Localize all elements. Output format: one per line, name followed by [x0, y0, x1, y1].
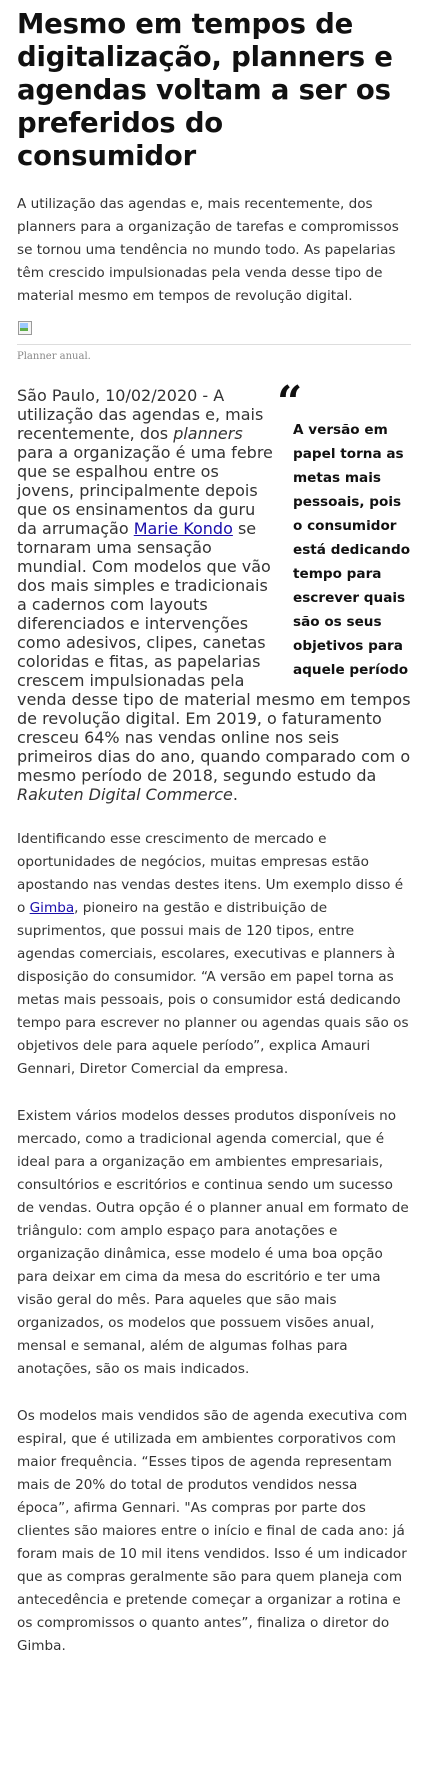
quote-mark-icon: “	[277, 377, 303, 428]
article-lead: A utilização das agendas e, mais recentemente, dos planners para a organização de tarefas e compromissos se tornou uma tendência no mundo todo. As papelarias têm crescido impulsionadas pela venda desse tipo de material mesmo em tempos de revolução digital.	[17, 196, 399, 304]
paragraph-1-text-d: .	[232, 785, 238, 804]
image-caption: Planner anual.	[17, 351, 91, 362]
paragraph-4: Os modelos mais vendidos são de agenda executiva com espiral, que é utilizada em ambientes corporativos com maior frequência. “Esses tipos de agenda representam mais de 20% do total de produtos vendidos nessa época”, afirma Gennari. "As compras por parte dos clientes são maiores entre o início e final de cada ano: já foram mais de 10 mil itens vendidos. Isso é um indicador que as compras geralmente são para quem planeja com antecedência e pretende começar a organizar a rotina e os compromissos o quanto antes”, finaliza o diretor do Gimba.	[17, 1408, 408, 1654]
pullquote	[277, 377, 411, 682]
paragraph-2-text-a: Identificando esse crescimento de mercado e oportunidades de negócios, muitas empresas estão apostando nas vendas destes itens. Um exemplo disso é o	[17, 831, 404, 916]
paragraph-1-italic-planners: planners	[173, 424, 243, 443]
paragraph-1-text-a: São Paulo, 10/02/2020 - A utilização das agendas e, mais recentemente, dos	[17, 386, 264, 443]
gimba-link[interactable]: Gimba	[29, 900, 75, 916]
paragraph-2	[17, 828, 411, 1081]
paragraph-1-text-b: para a organização é uma febre que se espalhou entre os jovens, principalmente depois que os ensinamentos da guru da arrumação	[17, 443, 273, 538]
article-body	[17, 377, 411, 1658]
paragraph-3: Existem vários modelos desses produtos disponíveis no mercado, como a tradicional agenda comercial, que é ideal para a organização em ambientes empresariais, consultórios e escritórios e continua sendo um sucesso de vendas. Outra opção é o planner anual em formato de triângulo: com amplo espaço para anotações e organização dinâmica, esse modelo é uma boa opção para deixar em cima da mesa do escritório e ter uma visão geral do mês. Para aqueles que são mais organizados, os modelos que possuem visões anual, mensal e semanal, além de algumas folhas para anotações, são os mais indicados.	[17, 1108, 409, 1377]
paragraph-2-text-b: , pioneiro na gestão e distribuição de suprimentos, que possui mais de 120 tipos, entre agendas comerciais, escolares, executivas e planners à disposição do consumidor. “A versão em papel torna as metas mais pessoais, pois o consumidor está dedicando tempo para escrever no planner ou agendas quais são os objetivos dele para aquele período”, explica Amauri Gennari, Diretor Comercial da empresa.	[17, 900, 409, 1077]
pullquote-text: A versão em papel torna as metas mais pessoais, pois o consumidor está dedicando tempo para escrever quais são os seus objetivos para aquele período	[293, 422, 411, 678]
broken-image-icon[interactable]	[17, 320, 33, 336]
article-figure	[17, 320, 411, 345]
paragraph-1-italic-rakuten: Rakuten Digital Commerce	[17, 785, 233, 804]
marie-kondo-link[interactable]: Marie Kondo	[133, 519, 233, 538]
paragraph-1-text-c: se tornaram uma sensação mundial. Com modelos que vão dos mais simples e tradicionais a cadernos com layouts diferenciados e intervenções como adesivos, clipes, canetas coloridas e fitas, as papelarias crescem impulsionadas pela venda desse tipo de material mesmo em tempos de revolução digital. Em 2019, o faturamento cresceu 64% nas vendas online nos seis primeiros dias do ano, quando comparado com o mesmo período de 2018, segundo estudo da	[17, 519, 411, 785]
article-title: Mesmo em tempos de digitalização, planners e agendas voltam a ser os preferidos do consumidor	[17, 8, 393, 172]
